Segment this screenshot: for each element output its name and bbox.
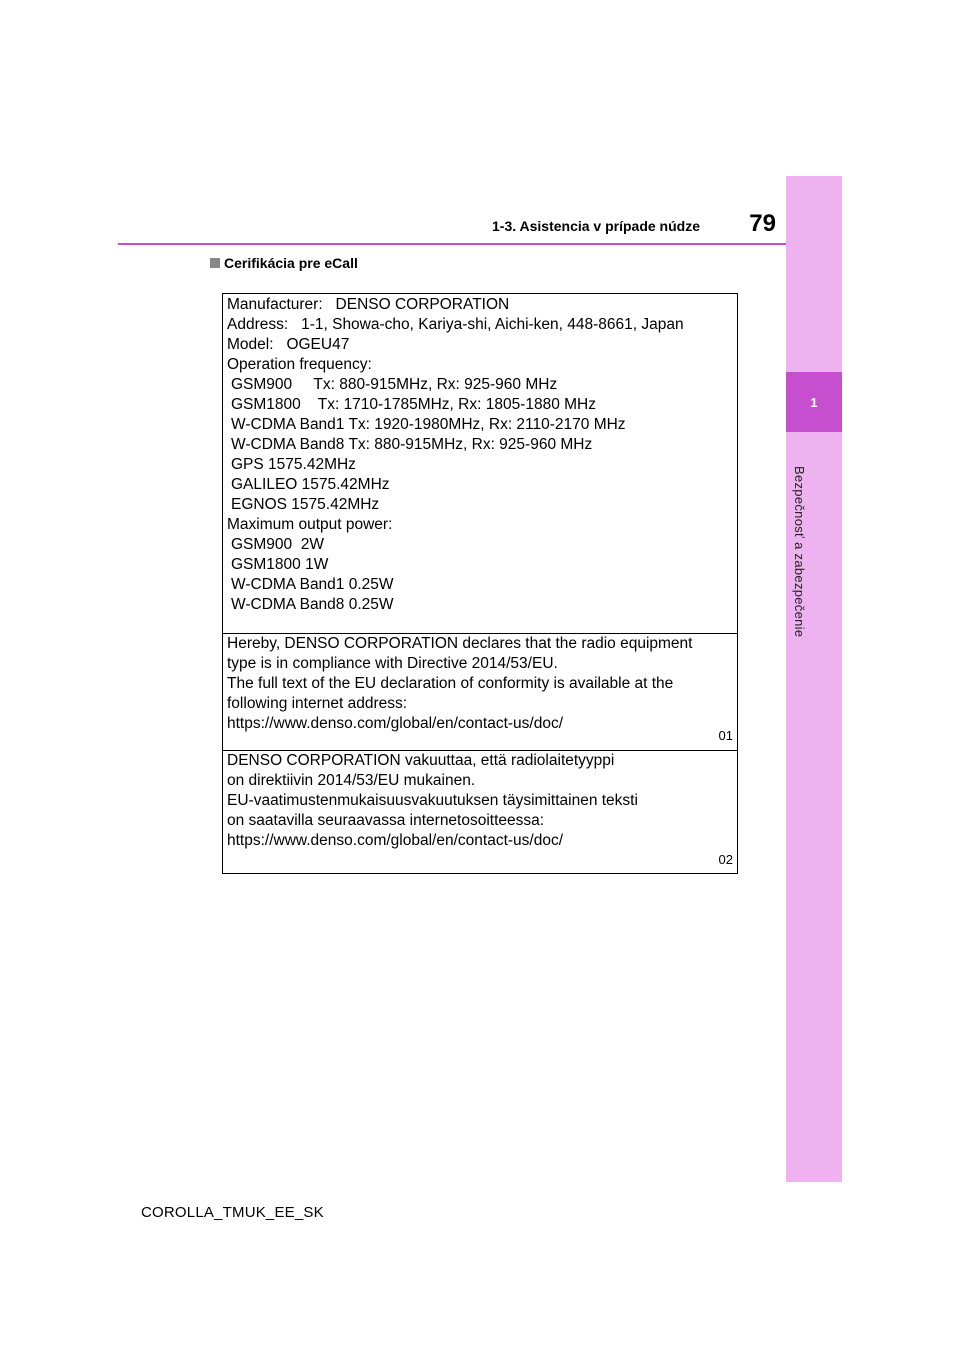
block-code: 02: [718, 852, 733, 867]
frequency-line: W-CDMA Band1 Tx: 1920-1980MHz, Rx: 2110-2170 MHz: [231, 416, 626, 433]
declaration-line: EU-vaatimustenmukaisuusvakuutuksen täysimittainen teksti: [227, 792, 638, 809]
frequency-line: EGNOS 1575.42MHz: [231, 496, 380, 513]
operation-frequency-label: Operation frequency:: [227, 356, 372, 373]
manufacturer-line: Manufacturer: DENSO CORPORATION: [227, 296, 510, 313]
chapter-number-badge: 1: [786, 372, 842, 432]
declaration-line: Hereby, DENSO CORPORATION declares that the radio equipment: [227, 635, 693, 652]
declaration-line: on saatavilla seuraavassa internetosoitteessa:: [227, 812, 545, 829]
max-power-label: Maximum output power:: [227, 516, 393, 533]
declaration-line: type is in compliance with Directive 2014/53/EU.: [227, 655, 558, 672]
chapter-side-tab: [786, 176, 842, 1182]
power-line: W-CDMA Band1 0.25W: [231, 576, 394, 593]
cert-block-declaration-fi: [223, 750, 737, 874]
power-line: W-CDMA Band8 0.25W: [231, 596, 394, 613]
heading-text: Cerifikácia pre eCall: [224, 255, 358, 271]
frequency-line: W-CDMA Band8 Tx: 880-915MHz, Rx: 925-960 MHz: [231, 436, 593, 453]
block-code: 01: [718, 728, 733, 743]
frequency-line: GSM1800 Tx: 1710-1785MHz, Rx: 1805-1880 MHz: [231, 396, 596, 413]
square-bullet-icon: [210, 258, 220, 268]
chapter-title-vertical: Bezpečnosť a zabezpečenie: [792, 466, 807, 638]
address-line: Address: 1-1, Showa-cho, Kariya-shi, Aichi-ken, 448-8661, Japan: [227, 316, 684, 333]
section-title: 1-3. Asistencia v prípade núdze: [492, 218, 700, 234]
power-line: GSM900 2W: [231, 536, 325, 553]
header-divider: [118, 243, 786, 245]
cert-block-specs: [223, 295, 737, 633]
declaration-line: on direktiivin 2014/53/EU mukainen.: [227, 772, 476, 789]
declaration-url: https://www.denso.com/global/en/contact-us/doc/: [227, 715, 564, 732]
declaration-line: following internet address:: [227, 695, 408, 712]
power-line: GSM1800 1W: [231, 556, 329, 573]
declaration-line: The full text of the EU declaration of conformity is available at the: [227, 675, 674, 692]
section-heading: [210, 255, 358, 271]
model-line: Model: OGEU47: [227, 336, 350, 353]
declaration-line: DENSO CORPORATION vakuuttaa, että radiolaitetyyppi: [227, 752, 615, 769]
declaration-url: https://www.denso.com/global/en/contact-us/doc/: [227, 832, 564, 849]
page-number: 79: [749, 210, 776, 237]
frequency-line: GPS 1575.42MHz: [231, 456, 356, 473]
frequency-line: GSM900 Tx: 880-915MHz, Rx: 925-960 MHz: [231, 376, 558, 393]
certification-label: [222, 293, 738, 874]
document-footer-code: COROLLA_TMUK_EE_SK: [141, 1204, 324, 1221]
cert-block-declaration-en: [223, 633, 737, 750]
frequency-line: GALILEO 1575.42MHz: [231, 476, 390, 493]
